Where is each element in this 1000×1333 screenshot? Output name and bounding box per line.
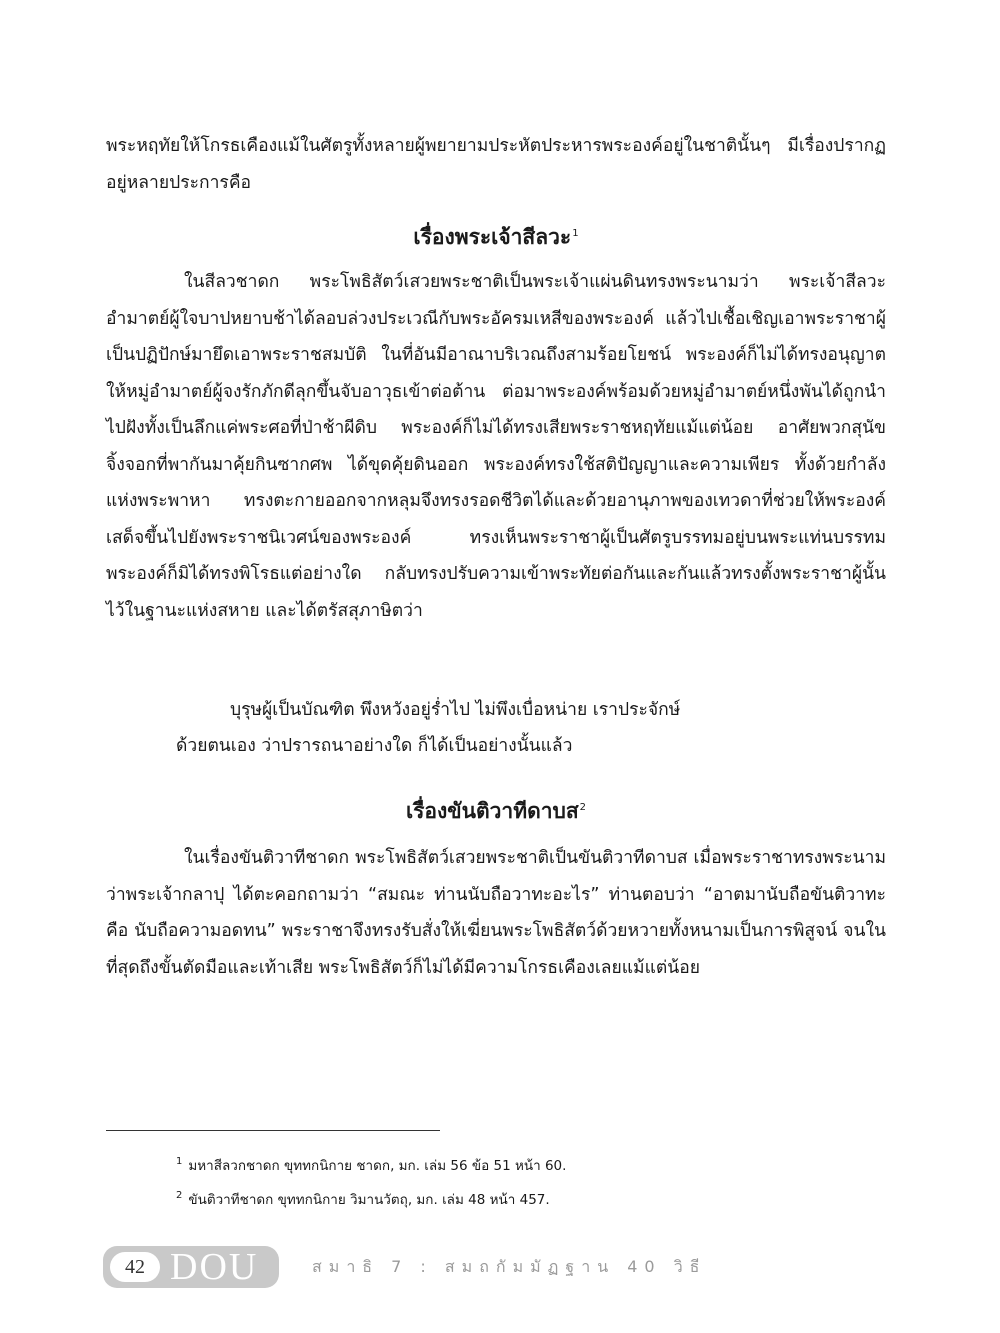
footnote-ref-2[interactable]: 2 <box>579 802 587 813</box>
section1-heading-text: เรื่องพระเจ้าสีลวะ <box>413 225 572 249</box>
section2-heading <box>106 792 886 827</box>
section2-paragraph: ในเรื่องขันติวาทีชาดก พระโพธิสัตว์เสวยพระชาติเป็นขันติวาทีดาบส เมื่อพระราชาทรงพระนามว่าพระเจ้ากลาปุ ได้ตะคอกถามว่า “สมณะ ท่านนับถือวาทะอะไร” ท่านตอบว่า “อาตมานับถือขันติวาทะ คือ นับถือความอดทน” พระราชาจึงทรงรับสั่งให้เฆี่ยนพระโพธิสัตว์ด้วยหวายทั้งหนามเป็นการพิสูจน์ จนในที่สุดถึงขั้นตัดมือและเท้าเสีย พระโพธิสัตว์ก็ไม่ได้มีความโกรธเคืองเลยแม้แต่น้อย <box>106 848 886 978</box>
verse-line-2: ด้วยตนเอง ว่าปรารถนาอย่างใด ก็ได้เป็นอย่างนั้นแล้ว <box>176 736 573 756</box>
verse-quote <box>176 692 816 764</box>
section1-paragraph: ในสีลวชาดก พระโพธิสัตว์เสวยพระชาติเป็นพระเจ้าแผ่นดินทรงพระนามว่า พระเจ้าสีลวะ อำมาตย์ผู้ใจบาปหยาบช้าได้ลอบล่วงประเวณีกับพระอัครมเหสีของพระองค์ แล้วไปเชื้อเชิญเอาพระราชาผู้เป็นปฏิปักษ์มายึดเอาพระราชสมบัติ ในที่อันมีอาณาบริเวณถึงสามร้อยโยชน์ พระองค์ก็ไม่ได้ทรงอนุญาตให้หมู่อำมาตย์ผู้จงรักภักดีลุกขึ้นจับอาวุธเข้าต่อต้าน ต่อมาพระองค์พร้อมด้วยหมู่อำมาตย์หนึ่งพันได้ถูกนำไปฝังทั้งเป็นลึกแค่พระศอที่ป่าช้าผีดิบ พระองค์ก็ไม่ได้ทรงเสียพระราชหฤทัยแม้แต่น้อย อาศัยพวกสุนัขจิ้งจอกที่พากันมาคุ้ยกินซากศพ ได้ขุดคุ้ยดินออก พระองค์ทรงใช้สติปัญญาและความเพียร ทั้งด้วยกำลังแห่งพระพาหา ทรงตะกายออกจากหลุมจึงทรงรอดชีวิตได้และด้วยอานุภาพของเทวดาที่ช่วยให้พระองค์เสด็จขึ้นไปยังพระราชนิเวศน์ของพระองค์ ทรงเห็นพระราชาผู้เป็นศัตรูบรรทมอยู่บนพระแท่นบรรทม พระองค์ก็มิได้ทรงพิโรธแต่อย่างใด กลับทรงปรับความเข้าพระทัยต่อกันและกันแล้วทรงตั้งพระราชาผู้นั้นไว้ในฐานะแห่งสหาย และได้ตรัสสุภาษิตว่า <box>106 272 886 621</box>
intro-paragraph <box>106 128 886 201</box>
intro-text: พระหฤทัยให้โกรธเคืองแม้ในศัตรูทั้งหลายผู้พยายามประหัตประหารพระองค์อยู่ในชาตินั้นๆ มีเรื่องปรากฏอยู่หลายประการคือ <box>106 136 886 193</box>
footnote-divider <box>106 1130 440 1131</box>
section2-heading-text: เรื่องขันติวาทีดาบส <box>405 799 579 823</box>
footnote-2 <box>176 1186 550 1210</box>
running-title: สมาธิ 7 : สมถกัมมัฏฐาน 40 วิธี <box>312 1257 707 1276</box>
verse-line-1: บุรุษผู้เป็นบัณฑิต พึงหวังอยู่ร่ำไป ไม่พึงเบื่อหน่าย เราประจักษ์ <box>230 700 681 720</box>
footnote-1 <box>176 1152 566 1176</box>
footnote-2-number: 2 <box>176 1190 183 1201</box>
section2-body <box>106 840 886 986</box>
page-number: 42 <box>110 1252 160 1282</box>
dou-logo: DOU <box>170 1246 259 1288</box>
footnote-ref-1[interactable]: 1 <box>572 228 579 239</box>
footnote-1-text: มหาสีลวกชาดก ขุททกนิกาย ชาดก, มก. เล่ม 56 ข้อ 51 หน้า 60. <box>188 1158 567 1174</box>
footnote-2-text: ขันติวาทีชาดก ขุททกนิกาย วิมานวัตถุ, มก. เล่ม 48 หน้า 457. <box>188 1192 550 1208</box>
section1-body <box>106 264 886 629</box>
section1-heading <box>106 218 886 253</box>
footnote-1-number: 1 <box>176 1156 183 1167</box>
